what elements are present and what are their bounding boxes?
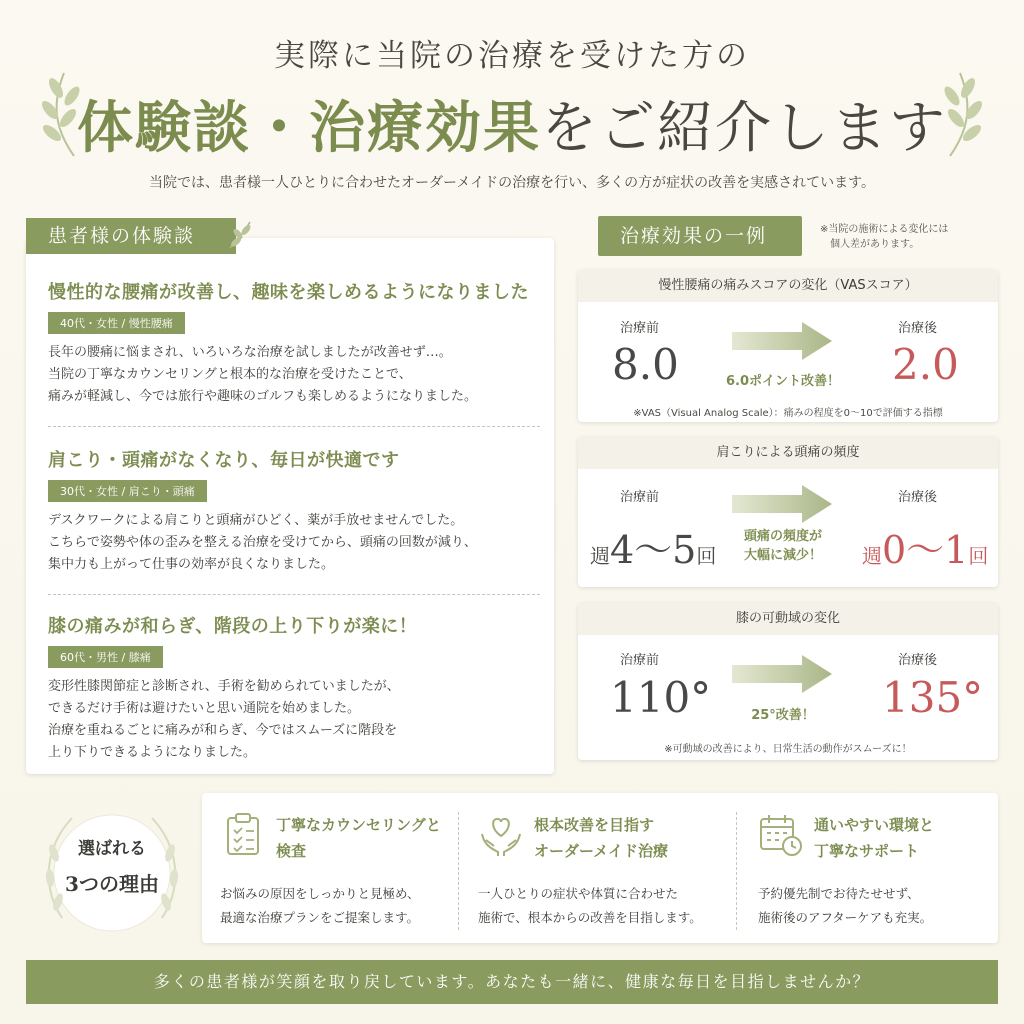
leaf-sprig-icon — [226, 220, 254, 250]
clipboard-icon — [220, 812, 266, 858]
testimonial-body — [48, 342, 538, 408]
header — [0, 0, 1024, 205]
reason-body — [220, 882, 420, 930]
after-label: 治療後 — [898, 490, 938, 505]
per-week-prefix: 週 — [862, 544, 882, 568]
reason-body-line: 最適な治療プランをご提案します。 — [220, 910, 420, 925]
divider — [736, 812, 737, 930]
reason-title — [534, 812, 668, 864]
effects-note — [820, 222, 948, 252]
effect-card-headache — [578, 437, 998, 587]
before-value — [590, 519, 716, 574]
effect-card-knee — [578, 603, 998, 760]
reason-body-line: 予約優先制でお待たせせず、 — [758, 886, 920, 901]
divider — [48, 426, 540, 427]
effect-card-vas — [578, 270, 998, 422]
testimonial-line: 長年の腰痛に悩まされ、いろいろな治療を試しましたが改善せず…。 — [48, 345, 452, 360]
arrow-right-icon — [732, 655, 832, 693]
reason-body-line: 一人ひとりの症状や体質に合わせた — [478, 886, 679, 901]
times-suffix: 回 — [696, 544, 717, 568]
reason-title-line: 検査 — [276, 842, 307, 860]
effect-card-title: 慢性腰痛の痛みスコアの変化（VASスコア） — [578, 270, 998, 302]
after-number: 0〜1 — [882, 528, 969, 572]
testimonial-1 — [48, 278, 538, 408]
reason-title-line: 根本改善を目指す — [534, 816, 655, 834]
arrow-right-icon — [732, 485, 832, 523]
before-value: 110° — [610, 673, 712, 722]
badge-line-2: 3つの理由 — [65, 872, 159, 896]
reason-title — [814, 812, 934, 864]
reason-title-line: 丁寧なカウンセリングと — [276, 816, 442, 834]
per-week-prefix: 週 — [590, 544, 610, 568]
page-title — [0, 84, 1024, 164]
before-label: 治療前 — [620, 490, 660, 505]
testimonial-tag: 60代・男性 / 膝痛 — [48, 646, 163, 668]
badge-line-1: 選ばれる — [78, 839, 146, 859]
testimonial-3 — [48, 612, 538, 764]
effect-card-title: 肩こりによる頭痛の頻度 — [578, 437, 998, 469]
testimonial-line: 痛みが軽減し、今では旅行や趣味のゴルフも楽しめるようになりました。 — [48, 389, 478, 404]
reason-body — [478, 882, 702, 930]
testimonial-line: こちらで姿勢や体の歪みを整える治療を受けてから、頭痛の回数が減り、 — [48, 535, 477, 550]
after-value — [862, 519, 988, 574]
gain-text: 6.0ポイント改善！ — [725, 374, 841, 389]
cta-banner: 多くの患者様が笑顔を取り戻しています。あなたも一緒に、健康な毎日を目指しませんか？ — [26, 960, 998, 1004]
gain-line: 頭痛の頻度が — [743, 529, 822, 544]
gain-text — [708, 527, 858, 565]
reason-body-line: お悩みの原因をしっかりと見極め、 — [220, 886, 420, 901]
intro-text: 当院では、患者様一人ひとりに合わせたオーダーメイドの治療を行い、多くの方が症状の改善を実感されています。 — [149, 175, 875, 191]
reason-title-line: 通いやすい環境と — [814, 816, 935, 834]
effect-card-title: 膝の可動域の変化 — [578, 603, 998, 635]
card-footnote: ※VAS（Visual Analog Scale）：痛みの程度を0〜10で評価する指標 — [633, 408, 943, 419]
arrow-right-icon — [732, 322, 832, 360]
after-label: 治療後 — [898, 321, 938, 336]
divider — [48, 594, 540, 595]
testimonial-line: デスクワークによる肩こりと頭痛がひどく、薬が手放せませんでした。 — [48, 513, 464, 528]
reason-title — [276, 812, 441, 864]
testimonials-heading: 患者様の体験談 — [26, 218, 236, 254]
reason-body — [758, 882, 932, 930]
before-label: 治療前 — [620, 321, 660, 336]
calendar-clock-icon — [758, 812, 804, 858]
testimonial-line: 変形性膝関節症と診断され、手術を勧められていましたが、 — [48, 679, 400, 694]
times-suffix: 回 — [968, 544, 989, 568]
reason-body-line: 施術後のアフターケアも充実。 — [758, 910, 933, 925]
testimonial-title: 膝の痛みが和らぎ、階段の上り下りが楽に！ — [48, 616, 418, 637]
reason-title-line: オーダーメイド治療 — [534, 842, 668, 860]
testimonial-body — [48, 510, 538, 576]
effects-note-line: ※当院の施術による変化には — [820, 224, 949, 235]
page-title-rest: をご紹介します — [541, 96, 947, 161]
hands-heart-icon — [478, 812, 524, 858]
gain-text: 25°改善！ — [751, 708, 815, 723]
effects-heading: 治療効果の一例 — [598, 216, 802, 256]
testimonial-line: 当院の丁寧なカウンセリングと根本的な治療を受けたことで、 — [48, 367, 412, 382]
after-value: 2.0 — [892, 340, 959, 389]
testimonial-line: 治療を重ねるごとに痛みが和らぎ、今ではスムーズに階段を — [48, 723, 398, 738]
testimonial-tag: 30代・女性 / 肩こり・頭痛 — [48, 480, 207, 502]
testimonial-line: 集中力も上がって仕事の効率が良くなりました。 — [48, 557, 335, 572]
before-label: 治療前 — [620, 653, 660, 668]
after-label: 治療後 — [898, 653, 938, 668]
page-subtitle: 実際に当院の治療を受けた方の — [274, 38, 750, 74]
effects-note-line: 個人差があります。 — [830, 239, 920, 250]
reason-body-line: 施術で、根本からの改善を目指します。 — [478, 910, 702, 925]
testimonial-line: できるだけ手術は避けたいと思い通院を始めました。 — [48, 701, 361, 716]
testimonial-title: 慢性的な腰痛が改善し、趣味を楽しめるようになりました — [48, 282, 529, 303]
before-value: 8.0 — [612, 340, 679, 389]
reason-title-line: 丁寧なサポート — [814, 842, 920, 860]
gain-line: 大幅に減少！ — [743, 548, 822, 563]
testimonial-2 — [48, 446, 538, 576]
page-title-emphasis: 体験談・治療効果 — [77, 95, 541, 161]
divider — [458, 812, 459, 930]
card-footnote: ※可動域の改善により、日常生活の動作がスムーズに！ — [664, 744, 912, 755]
testimonial-body — [48, 676, 538, 764]
testimonial-line: 上り下りできるようになりました。 — [48, 745, 257, 760]
testimonial-title: 肩こり・頭痛がなくなり、毎日が快適です — [48, 450, 400, 471]
testimonial-tag: 40代・女性 / 慢性腰痛 — [48, 312, 185, 334]
before-number: 4〜5 — [610, 528, 697, 572]
after-value: 135° — [882, 673, 984, 722]
